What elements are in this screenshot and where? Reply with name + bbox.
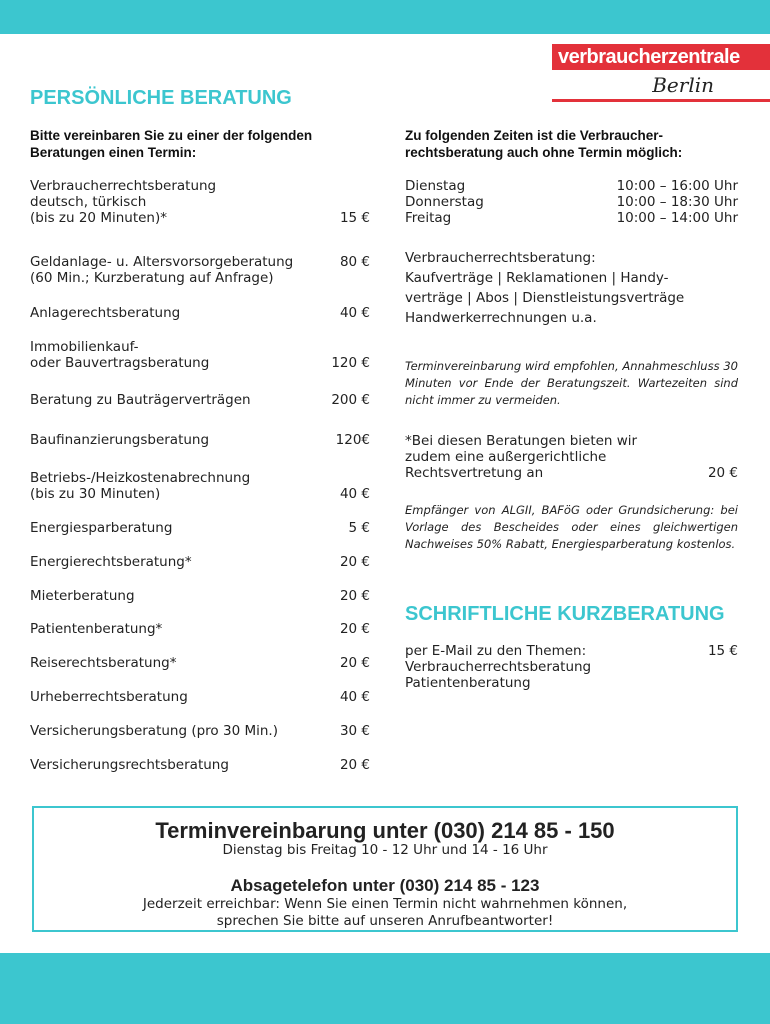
hours-row <box>405 194 738 210</box>
service-label: Baufinanzierungsberatung <box>30 432 210 448</box>
service-price: 120 € <box>331 355 370 371</box>
service-item <box>30 520 370 536</box>
service-label: Versicherungsberatung (pro 30 Min.) <box>30 723 278 739</box>
logo-name: verbraucherzentrale <box>552 44 770 70</box>
service-item <box>30 723 370 739</box>
appointment-phone: Terminvereinbarung unter (030) 214 85 - 150 <box>155 818 615 843</box>
service-item <box>30 305 370 321</box>
service-price: 40 € <box>339 305 370 321</box>
service-price: 20 € <box>339 655 370 671</box>
service-price: 200 € <box>331 392 370 408</box>
service-price: 20 € <box>339 554 370 570</box>
service-item <box>30 470 370 502</box>
section-title-written: SCHRIFTLICHE KURZBERATUNG <box>405 603 725 625</box>
service-price: 80 € <box>339 254 370 270</box>
service-label: Immobilienkauf- oder Bauvertragsberatung <box>30 339 210 371</box>
legal-representation-price: 20 € <box>707 465 738 481</box>
discount-note: Empfänger von ALGII, BAFöG oder Grundsicherung: bei Vorlage des Bescheides oder eines gleichwertigen Nachweises 50% Rabatt, Energiesparberatung kostenlos. <box>405 503 738 551</box>
legal-representation-text: *Bei diesen Beratungen bieten wir zudem eine außergerichtliche Rechtsvertretung an <box>405 433 638 481</box>
service-item <box>30 392 370 408</box>
service-price: 20 € <box>339 588 370 604</box>
hours-time: 10:00 – 16:00 Uhr <box>616 178 738 194</box>
service-label: Reiserechtsberatung* <box>30 655 177 671</box>
logo-city: Berlin <box>552 70 770 102</box>
service-label: Mieterberatung <box>30 588 135 604</box>
service-label: Versicherungsrechtsberatung <box>30 757 229 773</box>
service-price: 5 € <box>348 520 370 536</box>
hours-day: Freitag <box>405 210 452 226</box>
written-consult-price: 15 € <box>707 643 738 659</box>
hours-time: 10:00 – 18:30 Uhr <box>616 194 738 210</box>
hours-day: Donnerstag <box>405 194 484 210</box>
service-price: 120€ <box>335 432 370 448</box>
top-band <box>0 0 770 34</box>
service-item <box>30 554 370 570</box>
cancel-note: Jederzeit erreichbar: Wenn Sie einen Termin nicht wahrnehmen können, sprechen Sie bitte auf unseren Anrufbeantworter! <box>142 896 628 929</box>
appointment-hours: Dienstag bis Freitag 10 - 12 Uhr und 14 - 16 Uhr <box>222 842 548 858</box>
service-label: Patientenberatung* <box>30 621 163 637</box>
cancel-phone: Absagetelefon unter (030) 214 85 - 123 <box>230 876 540 895</box>
written-consult-topics: per E-Mail zu den Themen: Verbraucherrechtsberatung Patientenberatung <box>405 643 592 691</box>
service-price: 15 € <box>339 210 370 226</box>
service-label: Anlagerechtsberatung <box>30 305 181 321</box>
service-price: 40 € <box>339 689 370 705</box>
service-item <box>30 621 370 637</box>
service-price: 20 € <box>339 757 370 773</box>
service-label: Energiesparberatung <box>30 520 173 536</box>
service-item <box>30 689 370 705</box>
service-label: Energierechtsberatung* <box>30 554 192 570</box>
service-label: Urheberrechtsberatung <box>30 689 188 705</box>
service-price: 30 € <box>339 723 370 739</box>
appointment-note: Terminvereinbarung wird empfohlen, Annahmeschluss 30 Minuten vor Ende der Beratungszeit. Wartezeiten sind nicht immer zu vermeiden. <box>405 359 738 407</box>
service-item <box>30 588 370 604</box>
service-label: Beratung zu Bauträgerverträgen <box>30 392 251 408</box>
service-item <box>30 339 370 371</box>
service-label: Geldanlage- u. Altersvorsorgeberatung (60 Min.; Kurzberatung auf Anfrage) <box>30 254 294 286</box>
hours-day: Dienstag <box>405 178 466 194</box>
vz-logo <box>552 44 770 104</box>
contact-box <box>32 806 738 932</box>
consult-topics: Verbraucherrechtsberatung: Kaufverträge | Reklamationen | Handy- verträge | Abos | Dienstleistungsverträge Handwerkerrechnungen u.a. <box>405 250 685 326</box>
service-item <box>30 178 370 226</box>
left-intro: Bitte vereinbaren Sie zu einer der folgenden Beratungen einen Termin: <box>30 128 313 160</box>
opening-hours <box>405 178 738 226</box>
service-item <box>30 655 370 671</box>
service-item <box>30 432 370 448</box>
hours-row <box>405 178 738 194</box>
bottom-band <box>0 953 770 1024</box>
hours-time: 10:00 – 14:00 Uhr <box>616 210 738 226</box>
legal-representation <box>405 433 738 481</box>
service-item <box>30 757 370 773</box>
written-consult <box>405 643 738 691</box>
hours-row <box>405 210 738 226</box>
section-title-personal: PERSÖNLICHE BERATUNG <box>30 87 292 109</box>
service-label: Betriebs-/Heizkostenabrechnung (bis zu 30 Minuten) <box>30 470 251 502</box>
service-price: 40 € <box>339 486 370 502</box>
service-price: 20 € <box>339 621 370 637</box>
service-label: Verbraucherrechtsberatung deutsch, türkisch (bis zu 20 Minuten)* <box>30 178 217 226</box>
service-item <box>30 254 370 286</box>
right-intro: Zu folgenden Zeiten ist die Verbraucher-rechtsberatung auch ohne Termin möglich: <box>405 128 683 160</box>
